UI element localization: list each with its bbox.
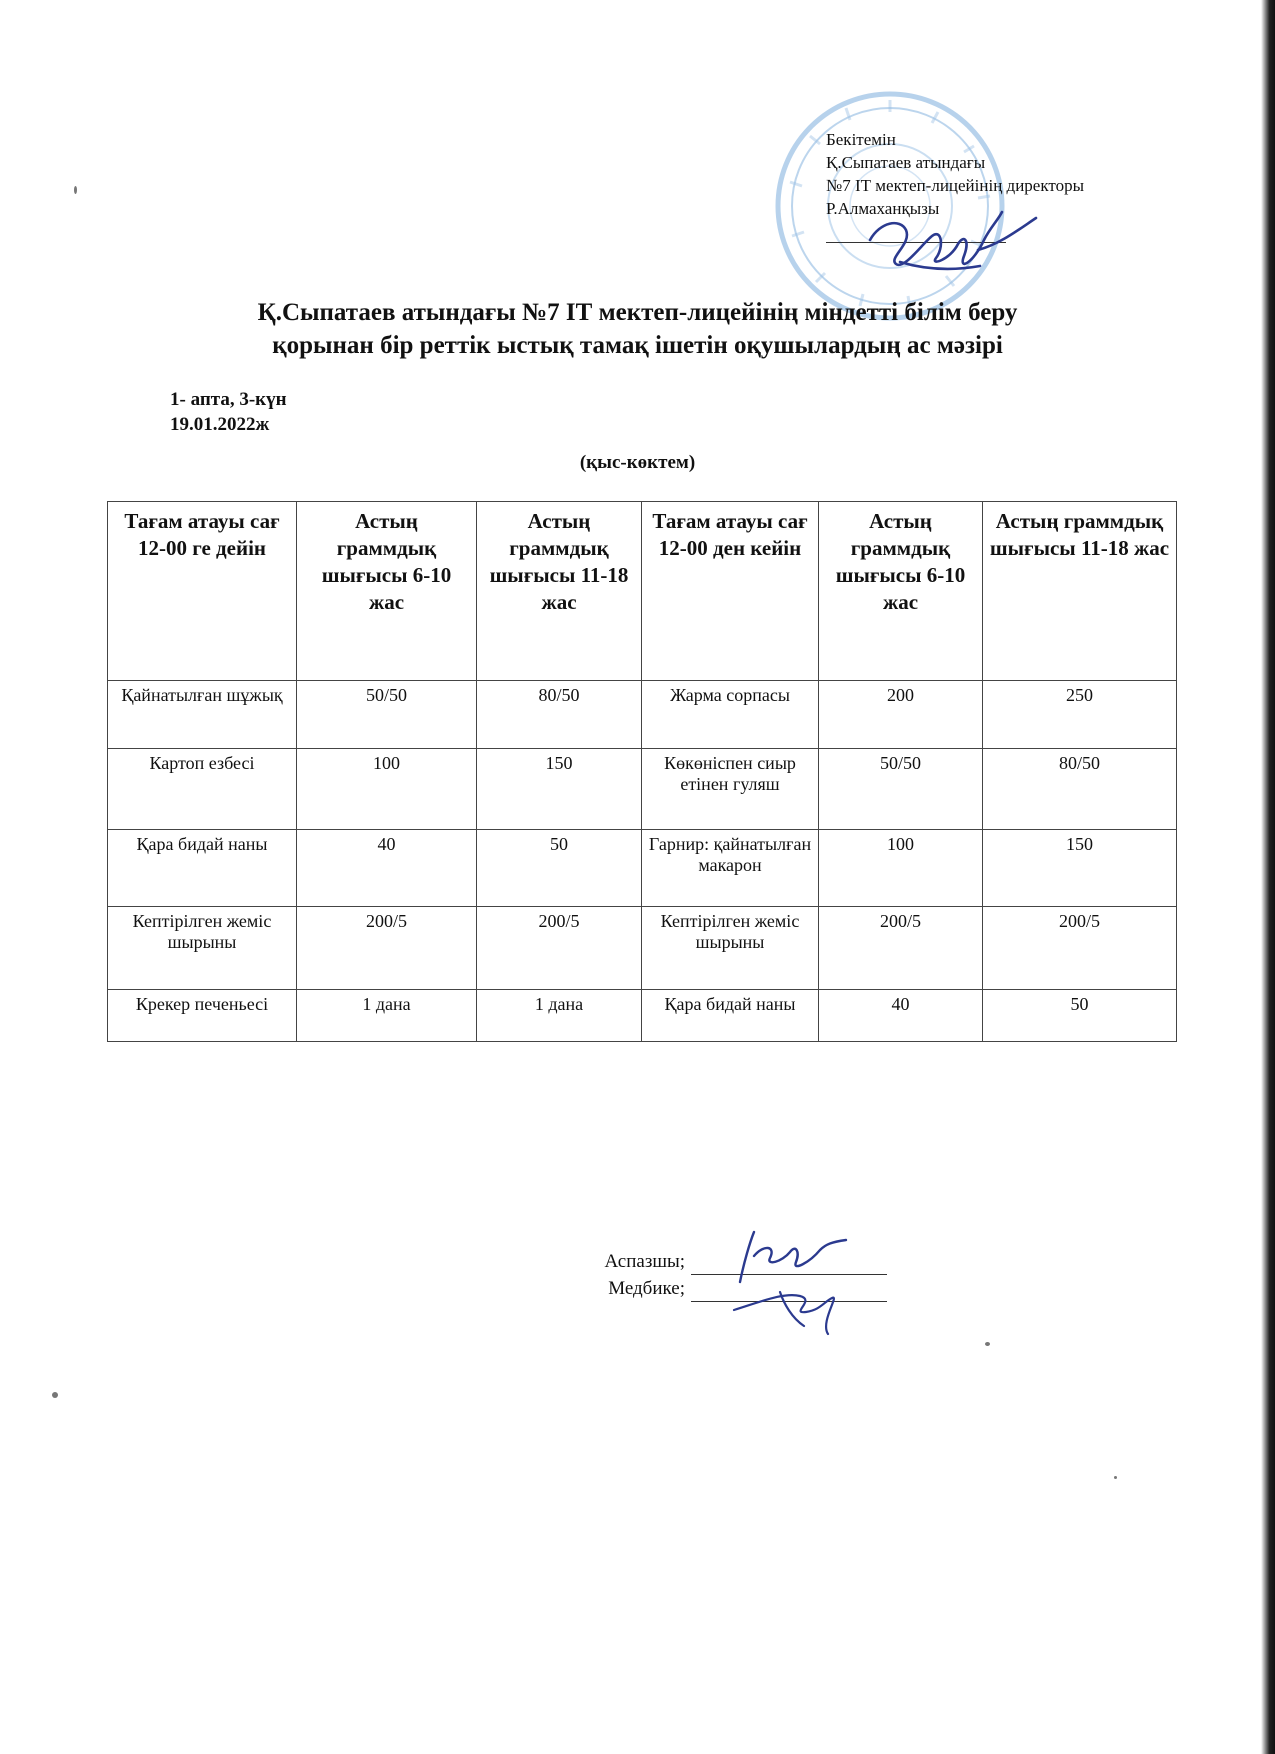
cook-nurse-signatures [720,1222,880,1342]
table-cell: 200/5 [819,907,983,990]
table-cell: Крекер печеньесі [108,990,297,1042]
title-line-2: қорынан бір реттік ыстық тамақ ішетін оқушылардың ас мәзірі [272,332,1003,359]
table-row [108,990,1177,1042]
table-cell: 250 [983,681,1177,749]
header-dish-after-noon: Тағам атауы сағ 12-00 ден кейін [642,502,819,681]
header-dish-before-noon: Тағам атауы сағ 12-00 ге дейін [108,502,297,681]
approval-director-name: Р.Алмаханқызы [826,199,940,218]
table-cell: Қара бидай наны [642,990,819,1042]
menu-day-info [170,387,287,437]
table-cell: Жарма сорпасы [642,681,819,749]
table-cell: 1 дана [297,990,477,1042]
table-cell: Көкөніспен сиыр етінен гуляш [642,749,819,830]
table-cell: Қара бидай наны [108,830,297,907]
approval-heading: Бекітемін [826,130,896,149]
table-cell: 50 [983,990,1177,1042]
table-cell: 80/50 [477,681,642,749]
nurse-label: Медбике; [608,1278,685,1299]
table-cell: 150 [983,830,1177,907]
table-cell: 40 [297,830,477,907]
document-title [130,296,1145,362]
table-cell: Кептірілген жеміс шырыны [642,907,819,990]
menu-date: 19.01.2022ж [170,414,270,435]
table-cell: Гарнир: қайнатылған макарон [642,830,819,907]
cook-label: Аспазшы; [604,1251,685,1272]
title-line-1: Қ.Сыпатаев атындағы №7 ІТ мектеп-лицейінің міндетті білім беру [257,299,1018,326]
table-cell: 200/5 [297,907,477,990]
scan-speck [52,1392,58,1398]
approval-school-name: Қ.Сыпатаев атындағы [826,153,986,172]
table-row [108,681,1177,749]
table-cell: 200/5 [477,907,642,990]
table-cell: 50/50 [297,681,477,749]
table-cell: 80/50 [983,749,1177,830]
table-cell: 100 [297,749,477,830]
table-cell: 50 [477,830,642,907]
table-cell: 1 дана [477,990,642,1042]
scan-speck [1114,1476,1117,1479]
scan-edge-shadow [1261,0,1275,1754]
table-header-row [108,502,1177,681]
approval-position: №7 ІТ мектеп-лицейінің директоры [826,176,1085,195]
table-row [108,749,1177,830]
table-row [108,907,1177,990]
table-cell: 40 [819,990,983,1042]
header-grams-6-10-before: Астың граммдық шығысы 6-10 жас [297,502,477,681]
header-grams-11-18-before: Астың граммдық шығысы 11-18 жас [477,502,642,681]
director-signature [860,200,1040,290]
table-cell: 100 [819,830,983,907]
scan-speck [74,186,77,194]
table-cell: Қайнатылған шұжық [108,681,297,749]
scan-speck [985,1342,990,1346]
table-cell: Картоп езбесі [108,749,297,830]
table-row [108,830,1177,907]
table-cell: 150 [477,749,642,830]
menu-table [107,501,1177,1042]
table-cell: 200 [819,681,983,749]
table-cell: 50/50 [819,749,983,830]
table-cell: 200/5 [983,907,1177,990]
header-grams-11-18-after: Астың граммдық шығысы 11-18 жас [983,502,1177,681]
season-label: (қыс-көктем) [579,452,696,473]
table-cell: Кептірілген жеміс шырыны [108,907,297,990]
week-day-label: 1- апта, 3-күн [170,389,287,410]
header-grams-6-10-after: Астың граммдық шығысы 6-10 жас [819,502,983,681]
